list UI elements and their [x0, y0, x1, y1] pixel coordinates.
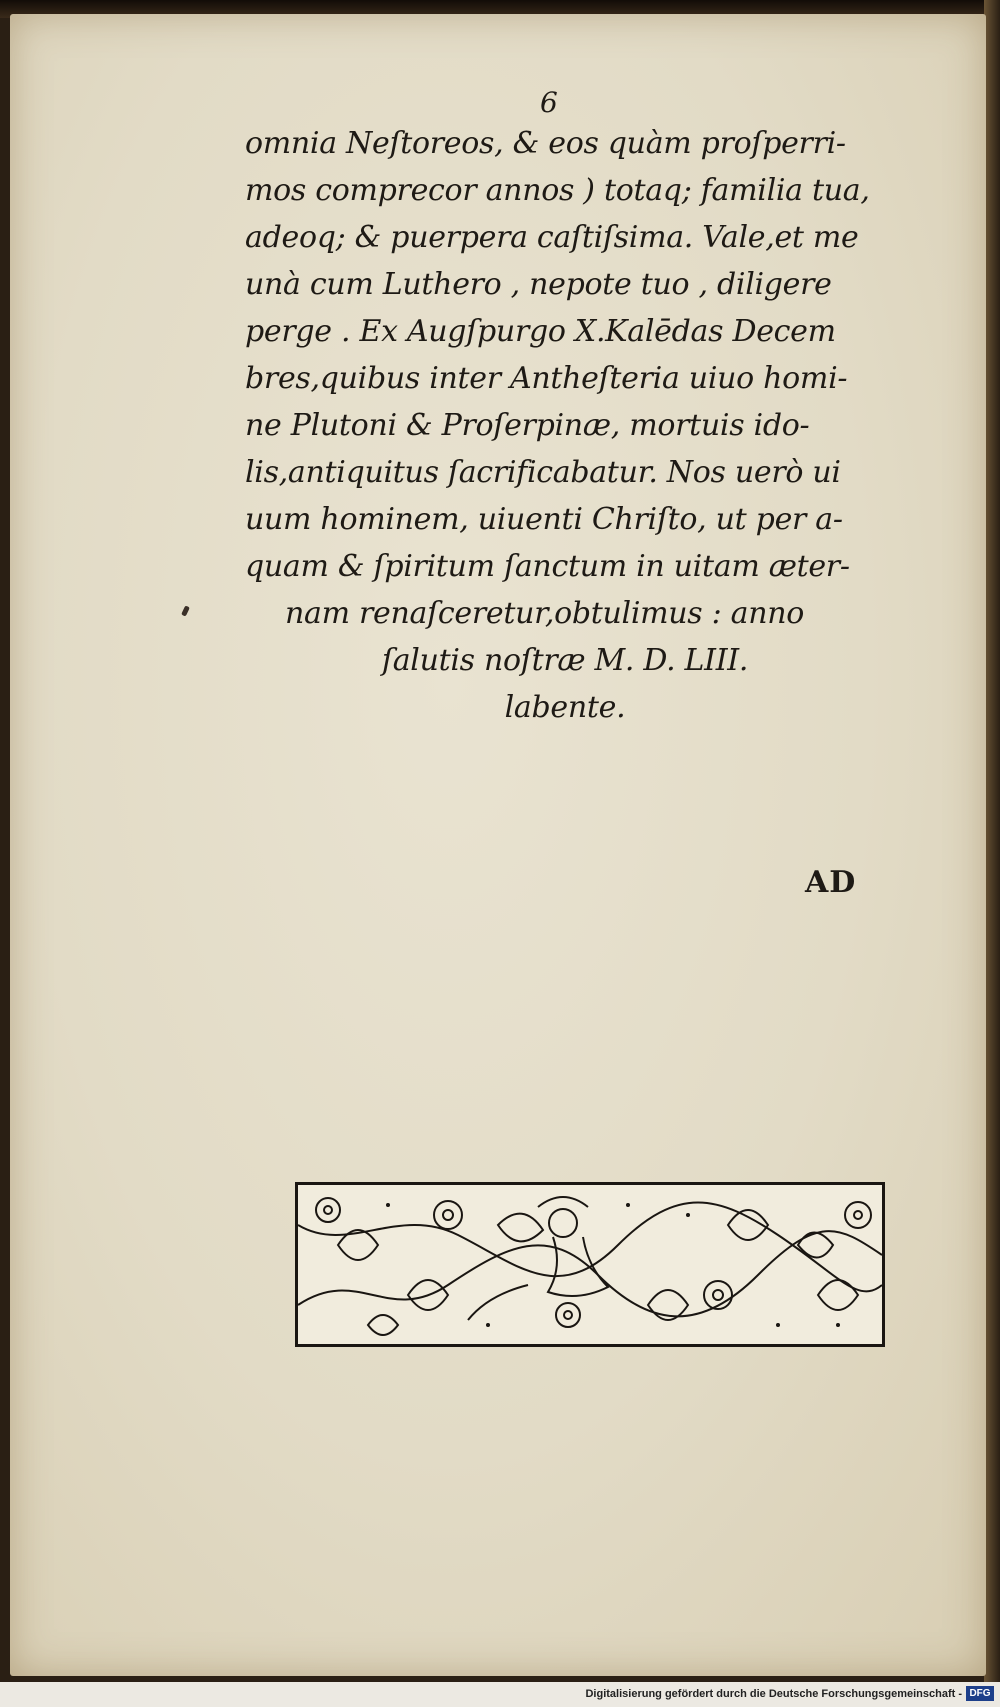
footer-credit: Digitalisierung gefördert durch die Deutsche Forschungsgemeinschaft - [585, 1688, 962, 1700]
dfg-logo: DFG [966, 1686, 994, 1701]
text-line: perge . Ex Augſpurgo X.Kalēdas Decem [245, 314, 836, 349]
text-line: mos comprecor annos ) totaq; familia tua, [245, 173, 870, 208]
text-line: omnia Neſtoreos, & eos quàm proſperri- [245, 126, 846, 161]
text-line: ne Plutoni & Proſerpinæ, mortuis ido- [245, 408, 810, 443]
page-number: 6 [540, 86, 558, 119]
text-line: unà cum Luthero , nepote tuo , diligere [245, 267, 832, 302]
text-line: adeoq; & puerpera caſtiſsima. Vale,et me [245, 220, 859, 255]
text-line: bres,quibus inter Antheſteria uiuo homi- [245, 361, 848, 396]
body-text [245, 120, 885, 731]
woodcut-ornament [295, 1182, 885, 1347]
text-line: nam renaſceretur,obtulimus : anno [285, 596, 805, 631]
scan-edge-right [984, 0, 1000, 1707]
catchword: AD [805, 865, 857, 900]
text-line: quam & ſpiritum ſanctum in uitam æter- [245, 549, 850, 584]
text-line: ſalutis noſtræ M. D. LIII. [381, 643, 749, 678]
text-line: labente. [504, 690, 626, 725]
text-line: lis,antiquitus ſacrificabatur. Nos uerò ui [245, 455, 841, 490]
text-line: uum hominem, uiuenti Chriſto, ut per a- [245, 502, 843, 537]
floral-ornament-icon [298, 1185, 882, 1344]
